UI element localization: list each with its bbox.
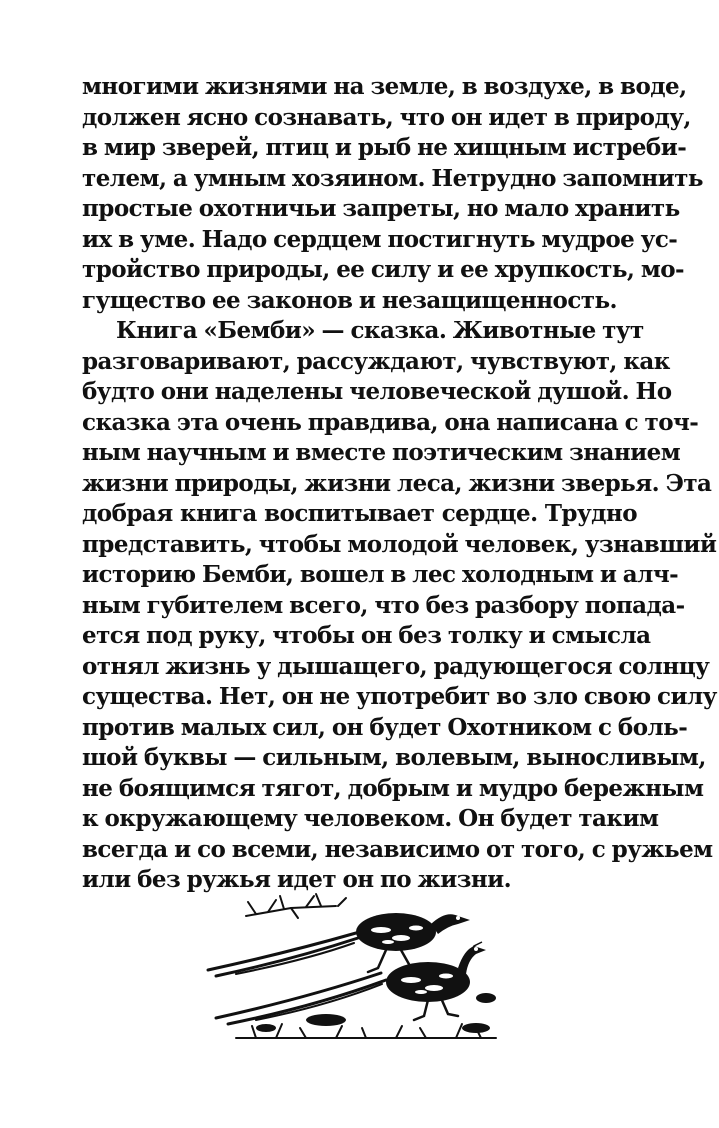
text-line: гущество ее законов и незащищенность. [82,286,618,314]
upper-pheasant [356,913,470,951]
text-line: жизни природы, жизни леса, жизни зверья. Эта [82,469,712,497]
text-line: историю Бемби, вошел в лес холодным и алч- [82,561,679,588]
text-line: против малых сил, он будет Охотником с боль- [82,713,688,741]
text-line: ным губителем всего, что без разбору попада- [82,591,685,619]
paragraph-2 [82,316,717,896]
text-line: не боящимся тягот, добрым и мудро бережным [82,774,704,802]
lower-pheasant-tail [216,973,386,1024]
text-line: Книга «Бемби» — сказка. Животные тут [116,317,644,344]
branch-twigs [246,894,346,918]
text-line: добрая книга воспитывает сердце. Трудно [82,500,637,527]
text-line: ется под руку, чтобы он без толку и смысла [82,622,651,649]
text-line: всегда и со всеми, независимо от того, с ружьем [82,835,713,863]
text-line: их в уме. Надо сердцем постигнуть мудрое ус- [82,225,678,253]
text-line: должен ясно сознавать, что он идет в природу, [82,103,691,131]
text-line: существа. Нет, он не употребит во зло свою силу [82,683,717,710]
text-line: или без ружья идет он по жизни. [82,866,512,893]
text-line: простые охотничьи запреты, но мало хранить [82,195,680,222]
text-line: многими жизнями на земле, в воздухе, в воде, [82,73,687,100]
text-line: отнял жизнь у дышащего, радующегося солнцу [82,652,710,680]
pheasants-icon [196,888,511,1048]
pheasants-illustration [196,888,511,1048]
text-line: сказка эта очень правдива, она написана с точ- [82,408,699,436]
text-line: представить, чтобы молодой человек, узнавший [82,530,717,558]
text-line: разговаривают, рассуждают, чувствуют, как [82,347,670,375]
body-text [82,72,717,896]
text-line: ным научным и вместе поэтическим знанием [82,439,681,466]
text-line: в мир зверей, птиц и рыб не хищным истреби- [82,134,687,161]
ground-grass [236,1024,496,1038]
upper-pheasant-tail [208,933,358,976]
text-line: шой буквы — сильным, волевым, выносливым, [82,744,706,771]
text-line: телем, а умным хозяином. Нетрудно запомнить [82,164,703,192]
text-line: тройство природы, ее силу и ее хрупкость, мо- [82,256,685,283]
text-line: будто они наделены человеческой душой. Но [82,378,672,405]
paragraph-1 [82,72,703,316]
text-line: к окружающему человеком. Он будет таким [82,805,659,832]
